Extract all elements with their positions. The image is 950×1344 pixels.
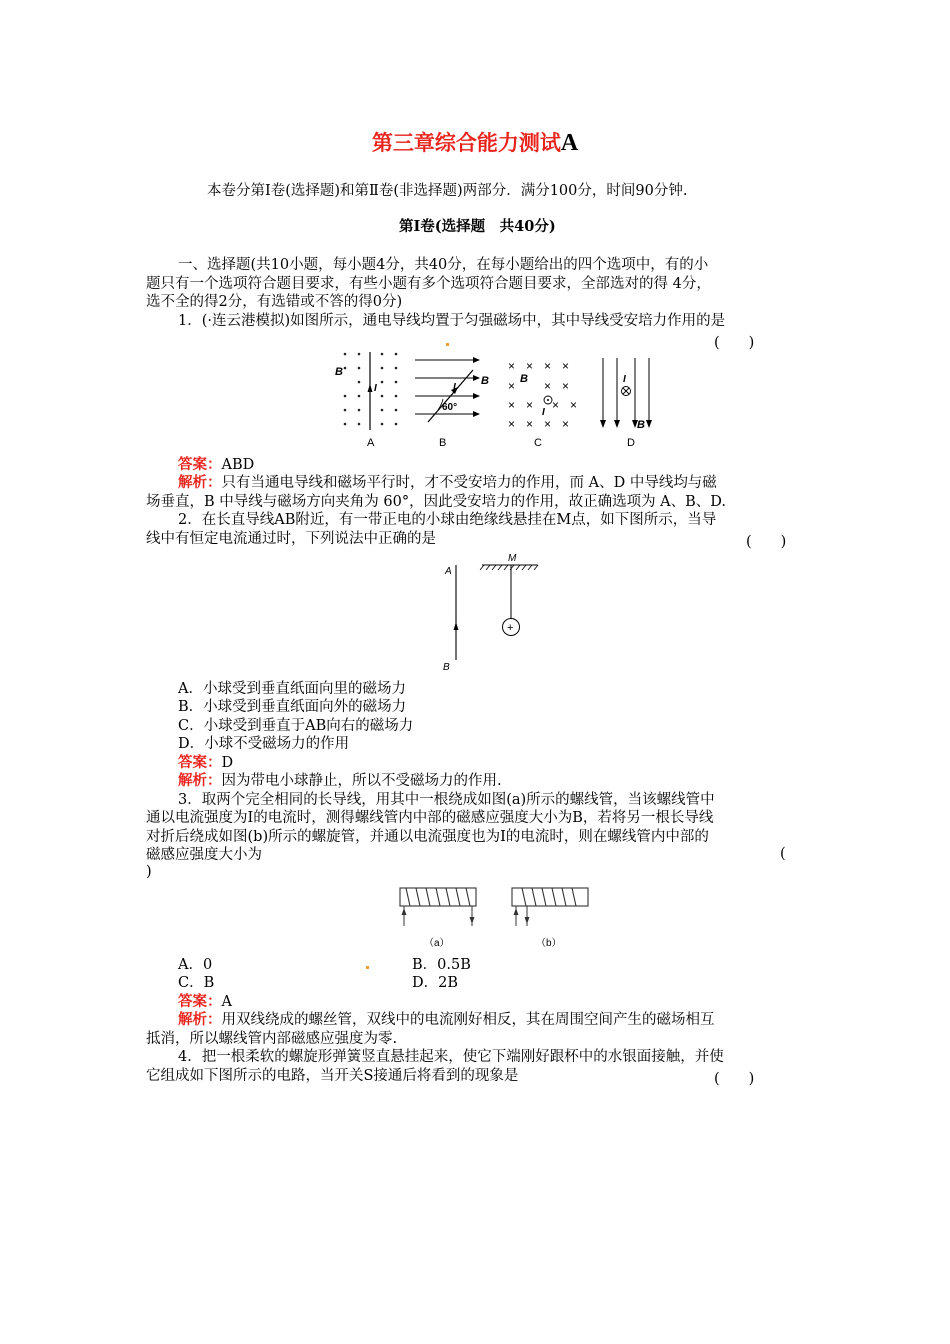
svg-text:×: × xyxy=(552,398,560,412)
svg-text:I: I xyxy=(542,407,545,418)
q2-answer-blank: ( ) xyxy=(746,534,787,550)
q3-stem-line-4: 磁感应强度大小为 xyxy=(146,847,262,863)
svg-text:I: I xyxy=(453,382,456,393)
q3-answer: 答案：A xyxy=(178,993,232,1010)
q3-stem-line-1: 3．取两个完全相同的长导线，用其中一根绕成如图(a)所示的螺线管，当该螺线管中 xyxy=(178,792,715,808)
svg-text:60°: 60° xyxy=(442,402,458,413)
q1-answer-blank: ( ) xyxy=(714,335,755,351)
q3-option-d: D．2B xyxy=(412,975,459,991)
svg-text:B: B xyxy=(481,375,489,387)
svg-text:×: × xyxy=(508,398,516,412)
svg-text:A: A xyxy=(367,437,375,449)
q1-analysis-line-2: 场垂直，B 中导线与磁场方向夹角为 60°，因此受安培力的作用，故正确选项为 A、B、D. xyxy=(146,494,727,510)
svg-text:B: B xyxy=(443,662,450,673)
svg-text:M: M xyxy=(508,553,517,564)
instructions-line-1: 一、选择题(共10小题，每小题4分，共40分，在每小题给出的四个选项中，有的小 xyxy=(178,257,709,273)
q2-option-d: D．小球不受磁场力的作用 xyxy=(178,736,350,752)
svg-text:×: × xyxy=(570,398,578,412)
q1-analysis-line-1: 解析：只有当通电导线和磁场平行时，才不受安培力的作用，而 A、D 中导线均与磁 xyxy=(178,474,717,491)
q2-option-a: A．小球受到垂直纸面向里的磁场力 xyxy=(178,681,406,697)
svg-text:B: B xyxy=(335,366,343,378)
svg-text:×: × xyxy=(508,417,516,431)
q3-answer-blank-close: ) xyxy=(146,864,152,880)
svg-text:×: × xyxy=(526,398,534,412)
svg-text:×: × xyxy=(562,359,570,373)
q2-answer: 答案：D xyxy=(178,754,234,771)
svg-text:×: × xyxy=(544,359,552,373)
q2-analysis: 解析：因为带电小球静止，所以不受磁场力的作用. xyxy=(178,772,502,789)
svg-text:I: I xyxy=(374,383,377,394)
svg-text:×: × xyxy=(562,417,570,431)
q4-answer-blank: ( ) xyxy=(714,1071,755,1087)
svg-text:B: B xyxy=(520,373,528,385)
q3-analysis-line-1: 解析：用双线绕成的螺丝管，双线中的电流刚好相反，其在周围空间产生的磁场相互 xyxy=(178,1011,715,1028)
svg-text:B: B xyxy=(637,419,645,431)
q1-figure xyxy=(330,352,660,452)
svg-text:+: + xyxy=(507,622,514,634)
svg-text:×: × xyxy=(562,379,570,393)
stray-dot xyxy=(446,343,449,346)
q3-option-c: C．B xyxy=(178,975,215,991)
q1-stem: 1．(·连云港模拟)如图所示，通电导线均置于匀强磁场中，其中导线受安培力作用的是 xyxy=(178,313,726,329)
svg-text:×: × xyxy=(526,359,534,373)
q2-figure xyxy=(436,550,556,675)
q1-figure-c xyxy=(508,359,577,431)
page-title: 第三章综合能力测试A xyxy=(371,130,579,156)
svg-text:D: D xyxy=(627,437,635,449)
q3-stem-line-2: 通以电流强度为I的电流时，测得螺线管内中部的磁感应强度大小为B，若将另一根长导线 xyxy=(146,810,714,826)
svg-text:B: B xyxy=(439,437,447,449)
stray-dot xyxy=(366,966,369,969)
svg-text:×: × xyxy=(544,417,552,431)
svg-text:（a）: （a） xyxy=(424,938,450,949)
q4-stem-line-2: 它组成如下图所示的电路，当开关S接通后将看到的现象是 xyxy=(146,1068,519,1084)
q1-answer: 答案：ABD xyxy=(178,456,255,473)
q2-option-b: B．小球受到垂直纸面向外的磁场力 xyxy=(178,699,407,715)
svg-text:×: × xyxy=(508,359,516,373)
q3-figure xyxy=(396,884,596,954)
q3-option-b: B．0.5B xyxy=(412,957,471,973)
instructions-line-2: 题只有一个选项符合题目要求，有些小题有多个选项符合题目要求，全部选对的得 4分， xyxy=(146,276,711,292)
section-heading: 第Ⅰ卷(选择题 共40分) xyxy=(399,218,556,235)
svg-text:I: I xyxy=(623,374,626,385)
q3-stem-line-3: 对折后绕成如图(b)所示的螺旋管，并通以电流强度也为I的电流时，则在螺线管内中部的 xyxy=(146,829,709,845)
svg-text:C: C xyxy=(534,437,542,449)
q3-answer-blank-open: ( xyxy=(780,846,786,862)
q2-stem-line-2: 线中有恒定电流通过时，下列说法中正确的是 xyxy=(146,531,436,547)
svg-text:×: × xyxy=(544,379,552,393)
q4-stem-line-1: 4．把一根柔软的螺旋形弹簧竖直悬挂起来，使它下端刚好跟杯中的水银面接触，并使 xyxy=(178,1049,724,1065)
instructions-line-3: 选不全的得2分，有选错或不答的得0分) xyxy=(146,294,403,310)
q2-option-c: C．小球受到垂直于AB向右的磁场力 xyxy=(178,718,414,734)
q2-stem-line-1: 2．在长直导线AB附近，有一带正电的小球由绝缘线悬挂在M点，如下图所示，当导 xyxy=(178,512,717,528)
svg-text:×: × xyxy=(508,379,516,393)
svg-text:（b）: （b） xyxy=(536,938,562,949)
q3-analysis-line-2: 抵消，所以螺线管内部磁感应强度为零. xyxy=(146,1031,398,1047)
svg-text:A: A xyxy=(445,566,452,577)
q3-option-a: A．0 xyxy=(178,957,213,973)
svg-text:×: × xyxy=(526,417,534,431)
intro-text: 本卷分第Ⅰ卷(选择题)和第Ⅱ卷(非选择题)两部分．满分100分，时间90分钟. xyxy=(207,183,688,199)
